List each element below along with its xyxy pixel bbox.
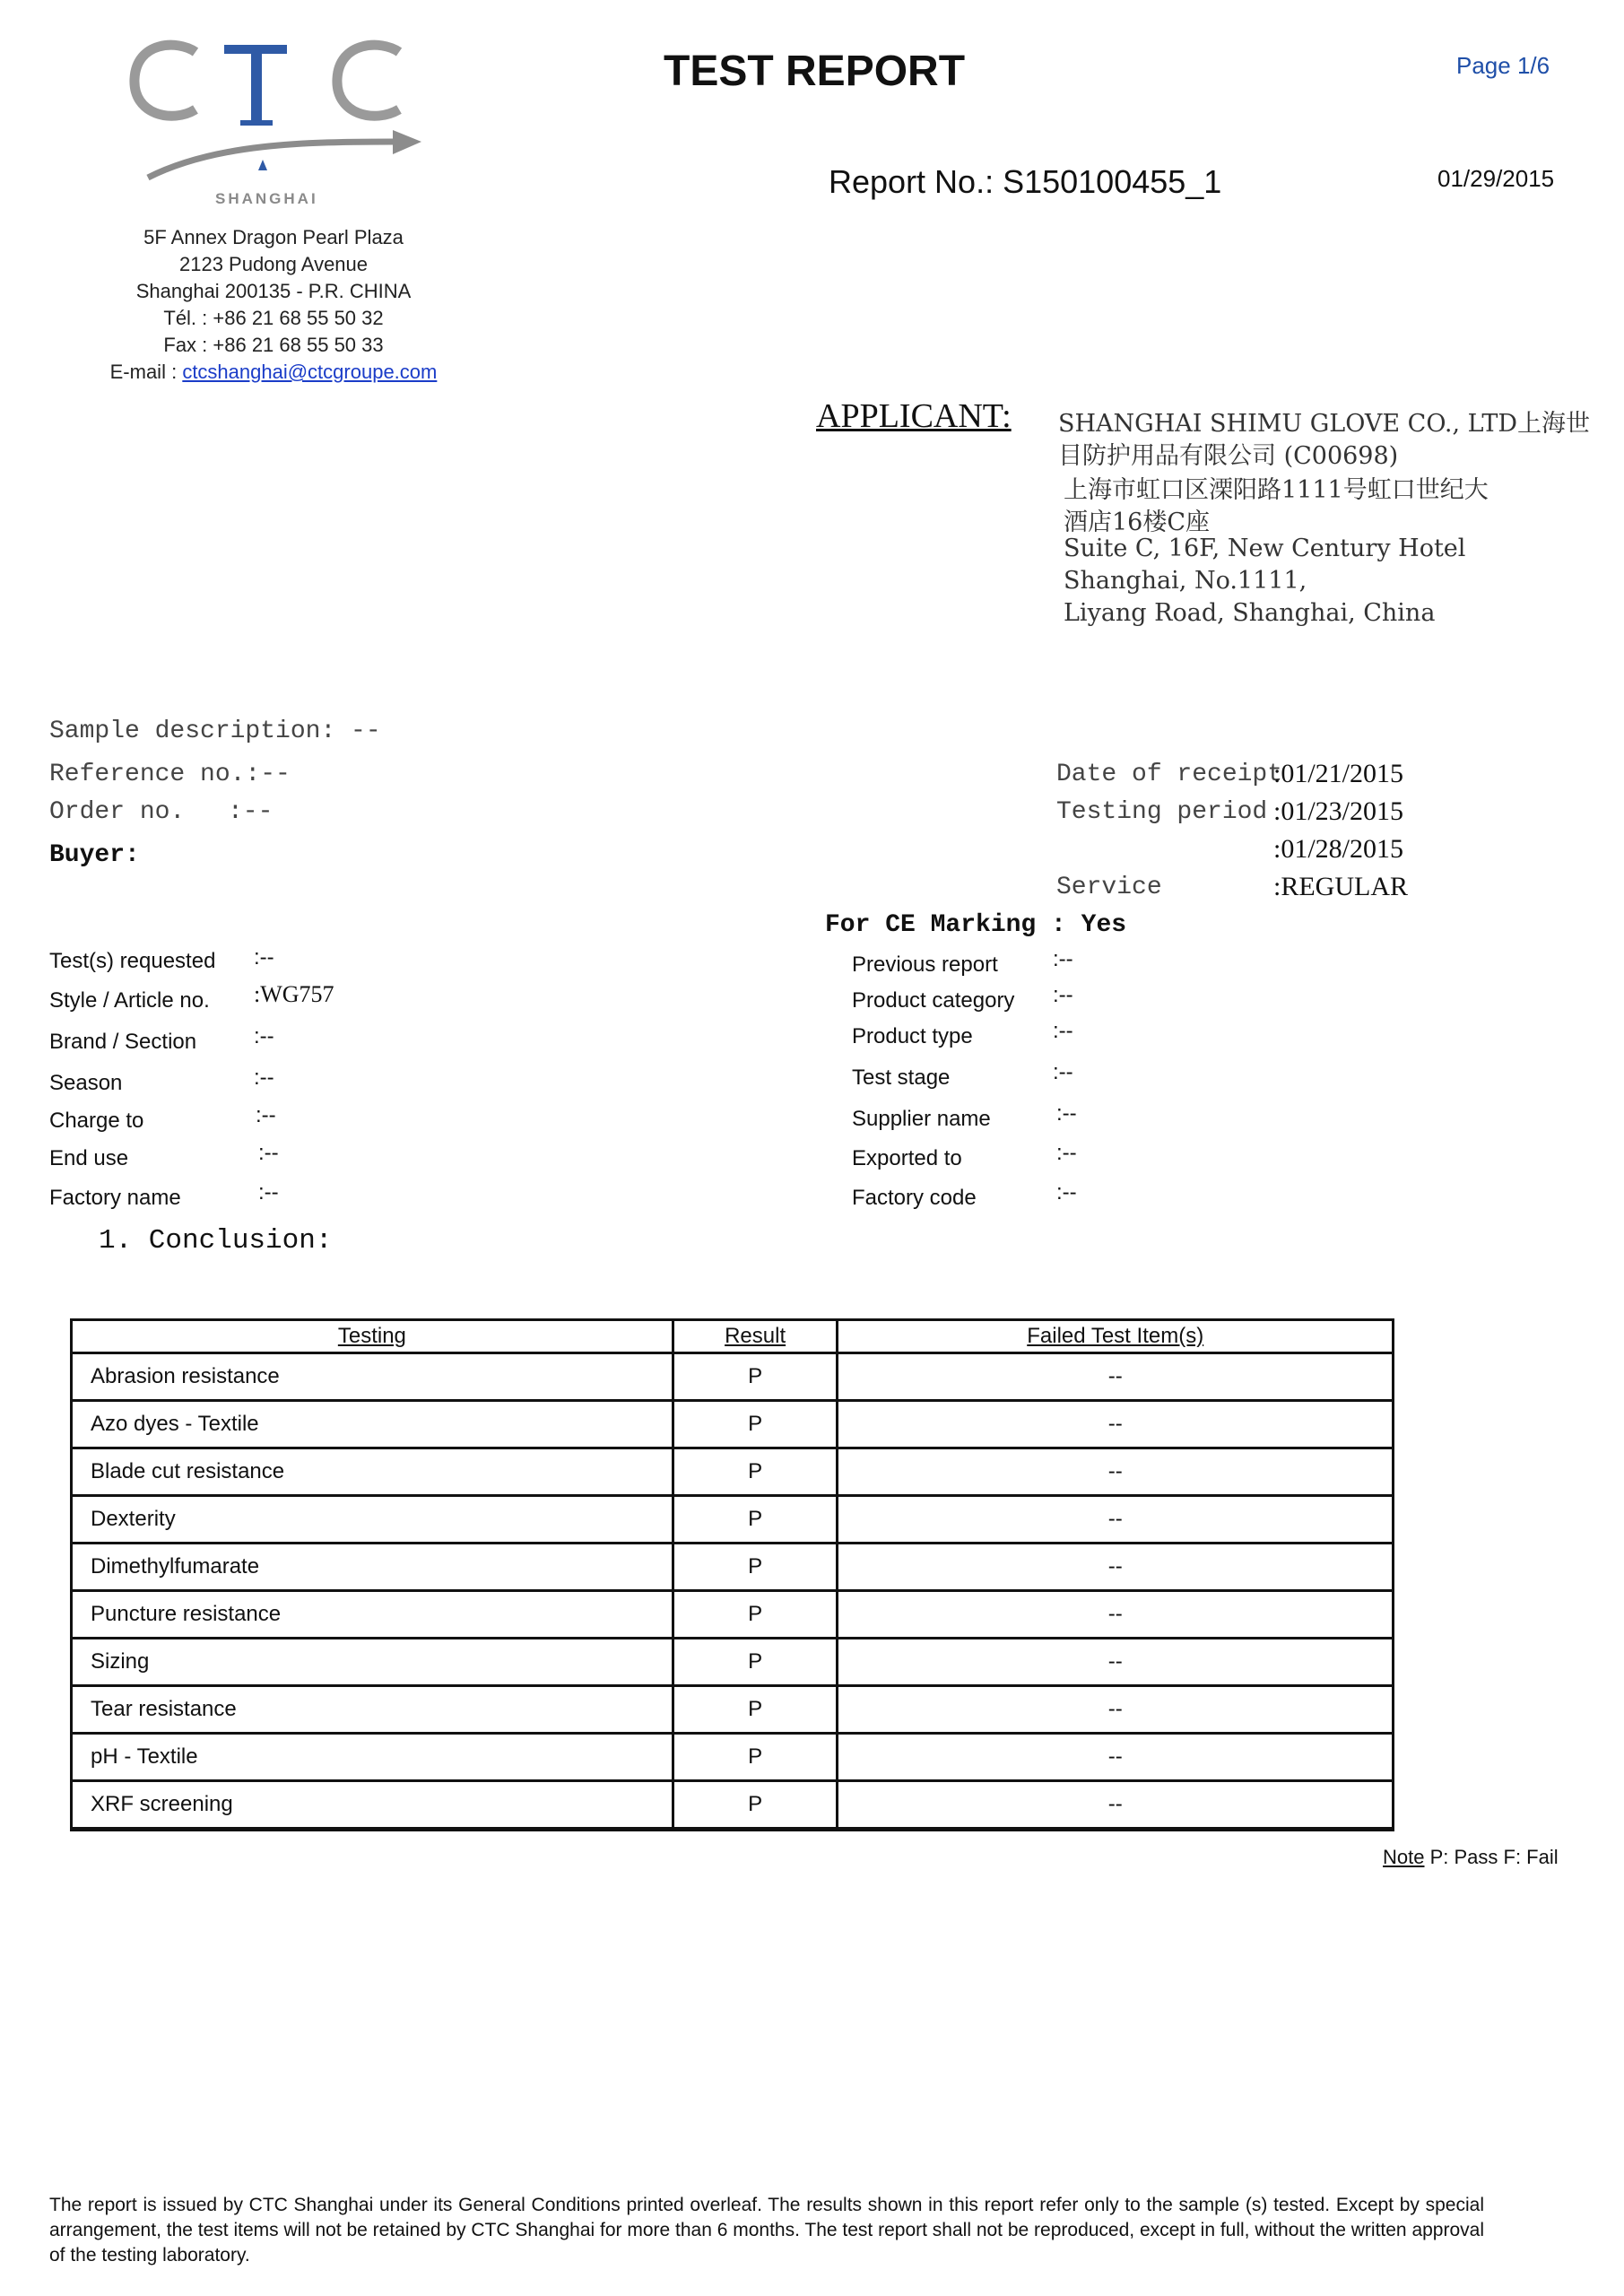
tests-requested-label: Test(s) requested	[49, 949, 216, 973]
test-result: P	[673, 1544, 838, 1591]
buyer-label: Buyer:	[49, 841, 140, 869]
charge-to-label: Charge to	[49, 1109, 144, 1133]
address-phone: Tél. : +86 21 68 55 50 32	[163, 307, 384, 329]
exported-to-label: Exported to	[852, 1146, 962, 1170]
factory-code-label: Factory code	[852, 1186, 977, 1210]
test-name: Sizing	[72, 1639, 673, 1686]
brand-section-value: :--	[254, 1024, 274, 1048]
tests-requested-value: :--	[254, 945, 274, 970]
date-of-receipt-value: :01/21/2015	[1273, 759, 1404, 788]
column-header-testing: Testing	[72, 1320, 673, 1353]
failed-items: --	[838, 1734, 1394, 1781]
service-label: Service	[1056, 874, 1162, 901]
applicant-line-3: 上海市虹口区溧阳路1111号虹口世纪大	[1064, 476, 1489, 504]
footer-disclaimer: The report is issued by CTC Shanghai under its General Conditions printed overleaf. The results shown in this report refer only to the sample (s) tested. Except by special arrangement, the test items will not be retained by CTC Shanghai for more than 6 months. The test report shall not be reproduced, except in full, without the written approval of the testing laboratory.	[49, 2195, 1484, 2266]
table-row	[72, 1781, 1394, 1830]
table-row	[72, 1639, 1394, 1686]
test-name: Azo dyes - Textile	[72, 1401, 673, 1448]
table-header-row	[72, 1320, 1394, 1353]
test-name: Tear resistance	[72, 1686, 673, 1734]
test-name: XRF screening	[72, 1781, 673, 1830]
product-type-value: :--	[1053, 1019, 1073, 1043]
table-row	[72, 1686, 1394, 1734]
table-row	[72, 1496, 1394, 1544]
date-of-receipt-label: Date of receipt	[1056, 761, 1283, 788]
failed-items: --	[838, 1639, 1394, 1686]
conclusion-table	[70, 1318, 1394, 1831]
email-label: E-mail :	[109, 361, 183, 383]
failed-items: --	[838, 1591, 1394, 1639]
test-result: P	[673, 1639, 838, 1686]
factory-name-value: :--	[258, 1180, 279, 1205]
test-result: P	[673, 1686, 838, 1734]
supplier-name-label: Supplier name	[852, 1107, 991, 1131]
table-row	[72, 1353, 1394, 1401]
failed-items: --	[838, 1496, 1394, 1544]
testing-period-from: :01/23/2015	[1273, 796, 1404, 826]
report-date: 01/29/2015	[1437, 165, 1555, 192]
failed-items: --	[838, 1544, 1394, 1591]
order-no-label: Order no.	[49, 798, 186, 826]
logo-city: SHANGHAI	[215, 190, 318, 207]
factory-code-value: :--	[1056, 1180, 1077, 1205]
applicant-line-1: SHANGHAI SHIMU GLOVE CO., LTD上海世	[1058, 410, 1591, 438]
ce-marking: For CE Marking : Yes	[825, 911, 1127, 939]
test-result: P	[673, 1496, 838, 1544]
failed-items: --	[838, 1401, 1394, 1448]
season-value: :--	[254, 1065, 274, 1090]
result-legend	[1383, 1846, 1559, 1869]
conclusion-heading: 1. Conclusion:	[99, 1225, 333, 1257]
test-result: P	[673, 1448, 838, 1496]
failed-items: --	[838, 1448, 1394, 1496]
address-fax: Fax : +86 21 68 55 50 33	[163, 334, 384, 356]
applicant-label: APPLICANT:	[816, 397, 1012, 435]
charge-to-value: :--	[256, 1103, 276, 1127]
applicant-line-4: 酒店16楼C座	[1064, 509, 1211, 536]
product-category-value: :--	[1053, 983, 1073, 1007]
service-value: :REGULAR	[1273, 872, 1408, 901]
brand-section-label: Brand / Section	[49, 1030, 197, 1054]
applicant-line-2: 目防护用品有限公司 (C00698)	[1058, 442, 1399, 470]
product-type-label: Product type	[852, 1024, 973, 1048]
style-article-label: Style / Article no.	[49, 988, 210, 1013]
exported-to-value: :--	[1056, 1141, 1077, 1165]
table-row	[72, 1591, 1394, 1639]
season-label: Season	[49, 1071, 123, 1095]
test-result: P	[673, 1734, 838, 1781]
test-name: Dimethylfumarate	[72, 1544, 673, 1591]
applicant-line-5: Suite C, 16F, New Century Hotel	[1064, 535, 1466, 562]
order-no-value: :--	[228, 798, 274, 826]
table-row	[72, 1544, 1394, 1591]
report-number: Report No.: S150100455_1	[829, 163, 1222, 200]
page-title: TEST REPORT	[664, 48, 966, 95]
sample-description: Sample description: --	[49, 718, 381, 745]
end-use-value: :--	[258, 1141, 279, 1165]
reference-no: Reference no.:--	[49, 761, 291, 788]
address-line-2: 2123 Pudong Avenue	[178, 253, 369, 275]
table-row	[72, 1401, 1394, 1448]
previous-report-value: :--	[1053, 947, 1073, 971]
test-name: pH - Textile	[72, 1734, 673, 1781]
applicant-line-7: Liyang Road, Shanghai, China	[1064, 599, 1436, 627]
test-stage-value: :--	[1053, 1060, 1073, 1084]
test-result: P	[673, 1353, 838, 1401]
test-name: Blade cut resistance	[72, 1448, 673, 1496]
failed-items: --	[838, 1353, 1394, 1401]
failed-items: --	[838, 1781, 1394, 1830]
test-name: Dexterity	[72, 1496, 673, 1544]
address-line-1: 5F Annex Dragon Pearl Plaza	[143, 226, 404, 248]
testing-period-label: Testing period	[1056, 798, 1268, 826]
ctc-logo	[126, 27, 421, 215]
test-stage-label: Test stage	[852, 1065, 951, 1090]
note-text: P: Pass F: Fail	[1424, 1846, 1559, 1868]
email-link[interactable]: ctcshanghai@ctcgroupe.com	[182, 361, 438, 383]
failed-items: --	[838, 1686, 1394, 1734]
ctc-logo-graphic	[126, 27, 421, 215]
test-result: P	[673, 1781, 838, 1830]
test-result: P	[673, 1591, 838, 1639]
column-header-failed-items: Failed Test Item(s)	[838, 1320, 1394, 1353]
applicant-line-6: Shanghai, No.1111,	[1064, 567, 1307, 595]
address-email-row	[72, 361, 475, 384]
table-row	[72, 1734, 1394, 1781]
style-article-value: :WG757	[254, 981, 334, 1007]
note-label: Note	[1383, 1846, 1425, 1868]
supplier-name-value: :--	[1056, 1101, 1077, 1126]
table-row	[72, 1448, 1394, 1496]
product-category-label: Product category	[852, 988, 1015, 1013]
address-line-3: Shanghai 200135 - P.R. CHINA	[135, 280, 412, 302]
test-result: P	[673, 1401, 838, 1448]
end-use-label: End use	[49, 1146, 129, 1170]
previous-report-label: Previous report	[852, 952, 998, 977]
factory-name-label: Factory name	[49, 1186, 181, 1210]
test-name: Abrasion resistance	[72, 1353, 673, 1401]
column-header-result: Result	[673, 1320, 838, 1353]
test-name: Puncture resistance	[72, 1591, 673, 1639]
testing-period-to: :01/28/2015	[1273, 834, 1404, 864]
page-number: Page 1/6	[1456, 52, 1550, 79]
